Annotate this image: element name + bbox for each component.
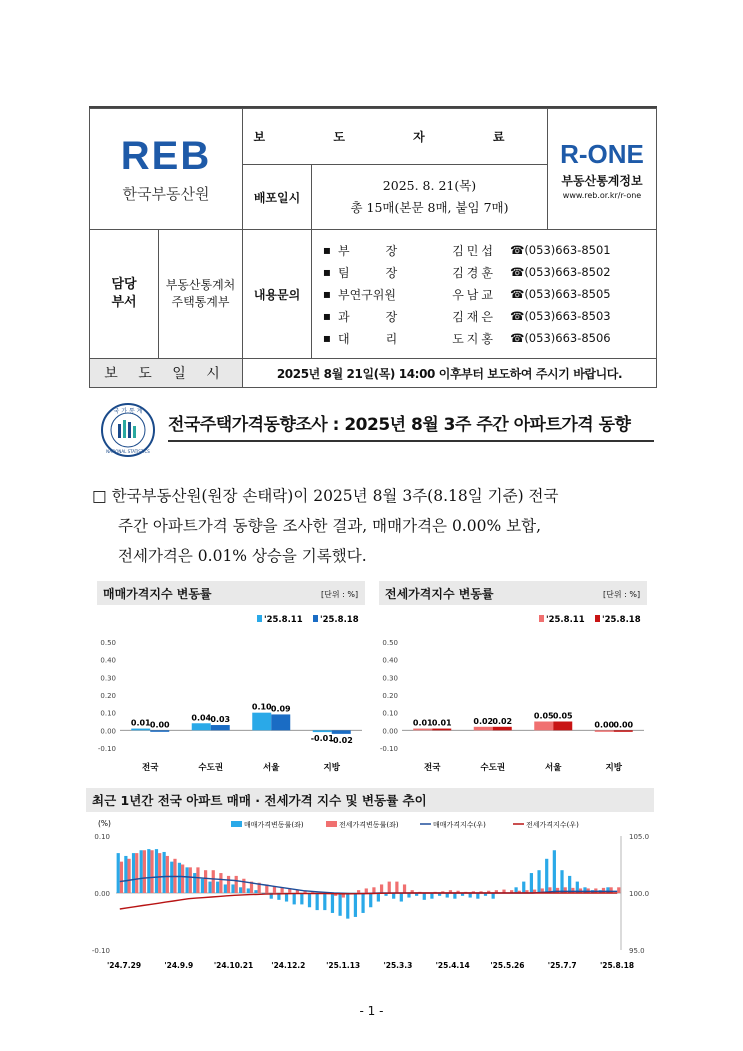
trend-sale-bar bbox=[583, 887, 586, 893]
jeonse-ytick-label: 0.20 bbox=[382, 692, 398, 700]
reb-logo-cell bbox=[90, 109, 243, 230]
trend-sale-bar bbox=[163, 852, 166, 893]
summary-line-1-text: 한국부동산원(원장 손태락)이 2025년 8월 3주(8.18일 기준) 전국 bbox=[111, 487, 559, 505]
jeonse-data-label: 0.01 bbox=[431, 718, 452, 728]
jeonse-data-label: 0.00 bbox=[613, 720, 634, 730]
trend-sale-bar bbox=[132, 853, 135, 893]
sale-data-label: 0.10 bbox=[251, 702, 272, 712]
press-release-header bbox=[89, 108, 657, 388]
trend-jeonse-bar bbox=[219, 873, 222, 893]
jeonse-category-label: 지방 bbox=[605, 763, 622, 773]
trend-sale-bar bbox=[300, 893, 303, 904]
sale-bar bbox=[211, 725, 230, 730]
sale-bar bbox=[252, 713, 271, 731]
trend-sale-bar bbox=[453, 893, 456, 899]
dept-name: 부동산통계처 주택통계부 bbox=[165, 278, 236, 309]
trend-chart-title-text: 최근 1년간 전국 아파트 매매 · 전세가격 지수 및 변동률 추이 bbox=[92, 793, 427, 808]
sale-ytick-label: 0.10 bbox=[100, 709, 116, 718]
trend-sale-bar bbox=[331, 893, 334, 913]
trend-sale-bar bbox=[201, 879, 204, 893]
trend-left-tick: 0.10 bbox=[94, 833, 110, 841]
trend-sale-bar bbox=[308, 893, 311, 907]
summary-line-1 bbox=[92, 481, 662, 511]
trend-sale-bar bbox=[231, 884, 234, 893]
trend-jeonse-bar bbox=[212, 870, 215, 893]
sale-data-label: 0.03 bbox=[210, 715, 231, 725]
trend-sale-bar bbox=[124, 856, 127, 893]
trend-sale-bar bbox=[530, 873, 533, 893]
trend-sale-bar bbox=[568, 876, 571, 893]
trend-jeonse-bar bbox=[135, 853, 138, 893]
national-statistics-seal-icon bbox=[98, 402, 160, 458]
trend-x-label: '25.8.18 bbox=[599, 961, 635, 970]
headline-text: 전국주택가격동향조사 : 2025년 8월 3주 주간 아파트가격 동향 bbox=[168, 415, 631, 435]
trend-legend-swatch bbox=[231, 821, 242, 827]
trend-jeonse-bar bbox=[380, 884, 383, 893]
contact-row: ▪ 팀 장 김경훈 ☎(053)663-8502 bbox=[322, 265, 611, 280]
jeonse-bar bbox=[534, 722, 553, 731]
sale-legend-label: '25.8.11 bbox=[264, 615, 303, 625]
jeonse-change-chart bbox=[374, 606, 649, 796]
trend-sale-bar bbox=[476, 893, 479, 899]
trend-sale-bar bbox=[193, 873, 196, 893]
bullet-box-icon: □ bbox=[92, 487, 107, 505]
trend-right-tick: 95.0 bbox=[629, 947, 645, 955]
trend-sale-bar bbox=[117, 853, 120, 893]
trend-sale-bar bbox=[553, 850, 556, 893]
jeonse-ytick-label: 0.50 bbox=[382, 639, 398, 647]
trend-x-label: '24.12.2 bbox=[271, 961, 306, 970]
contact-phone: ☎(053)663-8506 bbox=[510, 331, 611, 345]
page-number: - 1 - bbox=[359, 1004, 384, 1018]
trend-jeonse-bar bbox=[227, 876, 230, 893]
trend-sale-bar bbox=[392, 893, 395, 899]
trend-jeonse-bar bbox=[357, 890, 360, 893]
trend-jeonse-bar bbox=[602, 888, 605, 893]
trend-x-label: '25.5.26 bbox=[490, 961, 525, 970]
contact-phone: ☎(053)663-8503 bbox=[510, 309, 611, 323]
sale-ytick-label: 0.00 bbox=[100, 727, 116, 736]
trend-jeonse-bar bbox=[127, 859, 130, 893]
sale-chart-title-text: 매매가격지수 변동률 bbox=[103, 586, 212, 601]
trend-sale-bar bbox=[178, 863, 181, 893]
trend-sale-bar bbox=[423, 893, 426, 900]
sale-bar bbox=[332, 730, 351, 734]
sale-legend-swatch bbox=[257, 615, 262, 622]
trend-sale-bar bbox=[247, 888, 250, 893]
contact-phone: ☎(053)663-8505 bbox=[510, 287, 611, 301]
trend-legend-label: 매매가격변동률(좌) bbox=[244, 821, 304, 829]
trend-jeonse-bar bbox=[204, 870, 207, 893]
trend-sale-bar bbox=[323, 893, 326, 910]
release-pages: 총 15매(본문 8매, 붙임 7매) bbox=[350, 200, 509, 216]
trend-legend-label: 전세가격변동률(좌) bbox=[339, 821, 399, 829]
contact-name: 김경훈 bbox=[452, 265, 496, 280]
summary-paragraph bbox=[92, 481, 662, 571]
trend-jeonse-bar bbox=[610, 887, 613, 893]
trend-left-tick: 0.00 bbox=[94, 890, 110, 898]
trend-sale-bar bbox=[170, 862, 173, 893]
jeonse-category-label: 서울 bbox=[545, 763, 562, 773]
trend-jeonse-bar bbox=[365, 888, 368, 893]
sale-legend-swatch bbox=[313, 615, 318, 622]
rone-logo-cell bbox=[548, 109, 657, 230]
trend-jeonse-bar bbox=[196, 867, 199, 893]
sale-legend-label: '25.8.18 bbox=[320, 615, 359, 625]
sale-change-chart bbox=[92, 606, 367, 796]
trend-sale-bar bbox=[361, 893, 364, 913]
jeonse-data-label: 0.05 bbox=[552, 711, 573, 721]
sale-bar bbox=[150, 730, 169, 732]
contact-name: 김재은 bbox=[452, 309, 496, 324]
embargo-label: 보 도 일 시 bbox=[90, 359, 243, 388]
sale-data-label: -0.01 bbox=[310, 734, 334, 744]
trend-jeonse-bar bbox=[235, 876, 238, 893]
contact-phone: ☎(053)663-8501 bbox=[510, 243, 611, 257]
jeonse-bar bbox=[432, 729, 451, 731]
trend-sale-bar bbox=[606, 887, 609, 893]
seal-top-text: 국 가 통 계 bbox=[113, 408, 143, 415]
contact-name: 우남교 bbox=[452, 287, 496, 302]
trend-jeonse-bar bbox=[372, 887, 375, 893]
reb-logo-name: 한국부동산원 bbox=[122, 185, 210, 203]
contact-row: ▪ 부연구위원 우남교 ☎(053)663-8505 bbox=[322, 287, 611, 302]
trend-x-label: '25.1.13 bbox=[326, 961, 361, 970]
rone-logo-url: www.reb.or.kr/r-one bbox=[562, 190, 642, 200]
trend-sale-bar bbox=[545, 859, 548, 893]
trend-x-label: '25.4.14 bbox=[435, 961, 470, 970]
headline-rule bbox=[168, 440, 654, 442]
release-date: 2025. 8. 21(목) bbox=[382, 178, 477, 194]
contact-row: ▪ 과 장 김재은 ☎(053)663-8503 bbox=[322, 309, 611, 324]
jeonse-data-label: 0.02 bbox=[473, 716, 494, 726]
contact-label: 내용문의 bbox=[243, 230, 312, 359]
trend-sale-bar bbox=[239, 887, 242, 893]
trend-sale-bar bbox=[492, 893, 495, 899]
trend-jeonse-bar bbox=[388, 882, 391, 893]
jeonse-data-label: 0.05 bbox=[533, 711, 554, 721]
jeonse-legend-swatch bbox=[595, 615, 600, 622]
trend-jeonse-index-line bbox=[120, 893, 617, 909]
jeonse-bar bbox=[553, 722, 572, 731]
sale-data-label: -0.02 bbox=[329, 735, 353, 745]
trend-left-unit: (%) bbox=[98, 819, 111, 828]
dept-cell bbox=[90, 230, 243, 359]
sale-category-label: 수도권 bbox=[198, 763, 224, 773]
trend-chart bbox=[86, 815, 656, 980]
jeonse-ytick-label: -0.10 bbox=[379, 745, 398, 753]
jeonse-ytick-label: 0.00 bbox=[382, 727, 398, 736]
jeonse-bar bbox=[474, 727, 493, 731]
trend-jeonse-bar bbox=[158, 853, 161, 893]
trend-sale-bar bbox=[147, 849, 150, 893]
sale-ytick-label: 0.40 bbox=[100, 656, 116, 665]
trend-sale-bar bbox=[254, 890, 257, 893]
trend-sale-bar bbox=[522, 882, 525, 893]
trend-sale-bar bbox=[430, 893, 433, 899]
trend-x-label: '24.9.9 bbox=[164, 961, 194, 970]
jeonse-category-label: 수도권 bbox=[480, 763, 506, 773]
trend-sale-bar bbox=[155, 849, 158, 893]
trend-sale-bar bbox=[293, 893, 296, 904]
trend-jeonse-bar bbox=[166, 856, 169, 893]
trend-chart-title bbox=[86, 788, 654, 812]
jeonse-category-label: 전국 bbox=[424, 763, 441, 773]
sale-data-label: 0.09 bbox=[270, 704, 291, 714]
trend-sale-bar bbox=[140, 850, 143, 893]
jeonse-bar bbox=[614, 730, 633, 732]
contact-role: 과 장 bbox=[338, 309, 398, 324]
trend-sale-bar bbox=[208, 882, 211, 893]
trend-sale-bar bbox=[346, 893, 349, 919]
contact-row: ▪ 부 장 김민섭 ☎(053)663-8501 bbox=[322, 243, 611, 258]
sale-category-label: 서울 bbox=[263, 763, 280, 773]
trend-sale-bar bbox=[369, 893, 372, 907]
trend-sale-bar bbox=[400, 893, 403, 902]
trend-sale-bar bbox=[354, 893, 357, 917]
trend-jeonse-bar bbox=[189, 867, 192, 893]
embargo-text: 2025년 8월 21일(목) 14:00 이후부터 보도하여 주시기 바랍니다. bbox=[243, 359, 657, 388]
trend-sale-bar bbox=[216, 882, 219, 893]
sale-ytick-label: 0.30 bbox=[100, 674, 116, 683]
contact-role: 팀 장 bbox=[338, 265, 398, 280]
trend-sale-bar bbox=[537, 870, 540, 893]
contact-row: ▪ 대 리 도지홍 ☎(053)663-8506 bbox=[322, 331, 611, 346]
jeonse-bar bbox=[413, 729, 432, 731]
jeonse-legend-label: '25.8.18 bbox=[602, 615, 641, 625]
summary-line-2: 주간 아파트가격 동향을 조사한 결과, 매매가격은 0.00% 보합, bbox=[118, 517, 541, 535]
trend-x-label: '24.7.29 bbox=[106, 961, 142, 970]
jeonse-data-label: 0.00 bbox=[594, 720, 615, 730]
sale-bar bbox=[131, 729, 150, 731]
sale-category-label: 지방 bbox=[323, 763, 340, 773]
contact-role: 부 장 bbox=[338, 243, 398, 258]
jeonse-data-label: 0.01 bbox=[412, 718, 433, 728]
jeonse-chart-title-text: 전세가격지수 변동률 bbox=[385, 586, 494, 601]
jeonse-ytick-label: 0.30 bbox=[382, 674, 398, 683]
summary-line-3: 전세가격은 0.01% 상승을 기록했다. bbox=[118, 547, 367, 565]
jeonse-ytick-label: 0.40 bbox=[382, 656, 398, 665]
jeonse-bar bbox=[493, 727, 512, 731]
trend-jeonse-bar bbox=[556, 888, 559, 893]
trend-sale-bar bbox=[377, 893, 380, 902]
page-title: 보 도 자 료 bbox=[243, 109, 548, 165]
contact-name: 김민섭 bbox=[452, 243, 496, 258]
release-label: 배포일시 bbox=[243, 165, 312, 230]
sale-ytick-label: 0.20 bbox=[100, 692, 116, 700]
contact-role: 대 리 bbox=[338, 331, 398, 346]
trend-sale-bar bbox=[514, 887, 517, 893]
jeonse-ytick-label: 0.10 bbox=[382, 709, 398, 718]
trend-legend-label: 매매가격지수(우) bbox=[433, 821, 486, 829]
dept-label: 담당 부서 bbox=[90, 230, 159, 358]
trend-jeonse-bar bbox=[564, 887, 567, 893]
trend-right-tick: 100.0 bbox=[629, 890, 650, 898]
sale-category-label: 전국 bbox=[142, 763, 159, 773]
sale-data-label: 0.01 bbox=[130, 718, 151, 728]
trend-legend-swatch bbox=[326, 821, 337, 827]
sale-bar bbox=[192, 723, 211, 730]
contact-role: 부연구위원 bbox=[338, 287, 396, 302]
sale-bar bbox=[271, 714, 290, 730]
contact-name: 도지홍 bbox=[452, 331, 496, 346]
trend-jeonse-bar bbox=[150, 850, 153, 893]
contact-list bbox=[312, 230, 657, 359]
trend-x-label: '24.10.21 bbox=[213, 961, 254, 970]
trend-jeonse-bar bbox=[181, 865, 184, 894]
trend-legend-label: 전세가격지수(우) bbox=[526, 821, 579, 829]
sale-data-label: 0.04 bbox=[191, 713, 212, 723]
trend-sale-bar bbox=[185, 867, 188, 893]
trend-jeonse-bar bbox=[120, 862, 123, 893]
sale-bar bbox=[313, 730, 332, 732]
jeonse-legend-label: '25.8.11 bbox=[546, 615, 585, 625]
jeonse-chart-unit: [단위 : %] bbox=[603, 590, 641, 599]
reb-logo-mark: REB bbox=[120, 134, 212, 178]
sale-ytick-label: -0.10 bbox=[97, 745, 116, 753]
trend-right-tick: 105.0 bbox=[629, 833, 650, 841]
jeonse-data-label: 0.02 bbox=[492, 716, 513, 726]
headline bbox=[92, 402, 652, 458]
trend-sale-bar bbox=[224, 884, 227, 893]
trend-x-label: '25.3.3 bbox=[383, 961, 413, 970]
trend-jeonse-bar bbox=[617, 887, 620, 893]
trend-left-tick: -0.10 bbox=[91, 947, 110, 955]
trend-jeonse-bar bbox=[242, 879, 245, 893]
jeonse-legend-swatch bbox=[539, 615, 544, 622]
trend-jeonse-bar bbox=[571, 888, 574, 893]
sale-ytick-label: 0.50 bbox=[100, 639, 116, 647]
trend-jeonse-bar bbox=[143, 850, 146, 893]
trend-x-label: '25.7.7 bbox=[547, 961, 577, 970]
rone-logo-name: 부동산통계정보 bbox=[561, 173, 643, 188]
seal-bottom-text: NATIONAL STATISTICS bbox=[106, 449, 150, 454]
sale-chart-unit: [단위 : %] bbox=[321, 590, 359, 599]
trend-sale-bar bbox=[339, 893, 342, 916]
contact-phone: ☎(053)663-8502 bbox=[510, 265, 611, 279]
jeonse-bar bbox=[595, 730, 614, 732]
trend-sale-bar bbox=[560, 870, 563, 893]
sale-data-label: 0.00 bbox=[149, 720, 170, 730]
release-info bbox=[312, 165, 548, 230]
trend-jeonse-bar bbox=[395, 882, 398, 893]
trend-jeonse-bar bbox=[403, 884, 406, 893]
trend-sale-bar bbox=[316, 893, 319, 910]
rone-logo-mark: R-ONE bbox=[560, 138, 644, 169]
